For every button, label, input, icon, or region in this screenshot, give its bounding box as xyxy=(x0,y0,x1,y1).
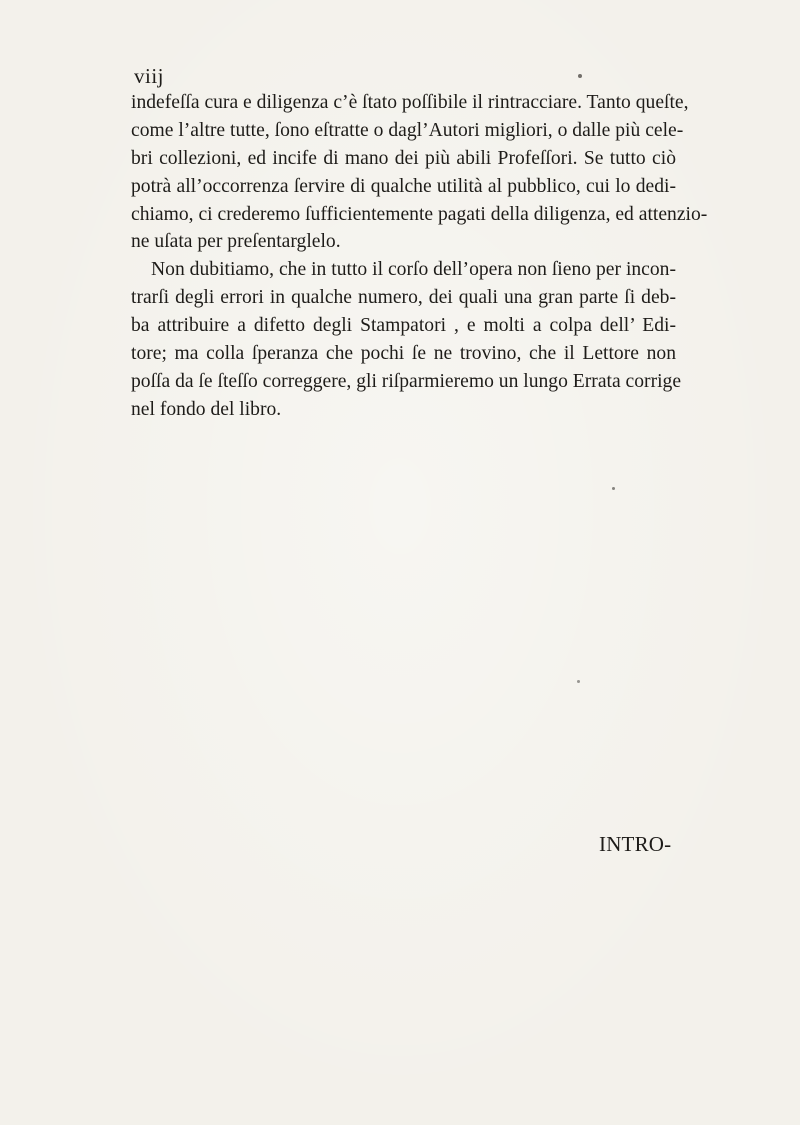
text-line: indefeſſa cura e diligenza c’è ſtato poſſibile il rintracciare. Tanto queſte, xyxy=(131,92,689,113)
ink-speck xyxy=(578,74,582,78)
text-line: tore; ma colla ſperanza che pochi ſe ne trovino, che il Lettore non xyxy=(131,343,676,365)
text-line: chiamo, ci crederemo ſufficientemente pagati della diligenza, ed attenzio- xyxy=(131,203,708,225)
text-line: bri collezioni, ed incife di mano dei più abili Profeſſori. Se tutto ciò xyxy=(131,147,676,169)
text-line: poſſa da ſe ſteſſo correggere, gli riſparmieremo un lungo Errata corrige xyxy=(131,370,682,392)
text-line: trarſi degli errori in qualche numero, dei quali una gran parte ſi deb- xyxy=(131,287,676,309)
ink-speck xyxy=(577,680,580,683)
page-number: viij xyxy=(134,64,165,88)
catchword: INTRO- xyxy=(599,832,672,856)
text-line: Non dubitiamo, che in tutto il corſo dell’opera non ſieno per incon- xyxy=(151,259,676,281)
ink-speck xyxy=(612,487,615,490)
text-line: ba attribuire a difetto degli Stampatori , e molti a colpa dell’ Edi- xyxy=(131,315,676,337)
text-line: come l’altre tutte, ſono eſtratte o dagl’Autori migliori, o dalle più cele- xyxy=(131,119,684,141)
text-line: ne uſata per preſentarglelo. xyxy=(131,231,341,253)
text-line: nel fondo del libro. xyxy=(131,398,282,420)
paragraph-1 xyxy=(131,89,708,256)
text-line: potrà all’occorrenza ſervire di qualche utilità al pubblico, cui lo dedi- xyxy=(131,175,676,197)
paragraph-2 xyxy=(131,256,682,423)
body-text xyxy=(131,89,708,424)
